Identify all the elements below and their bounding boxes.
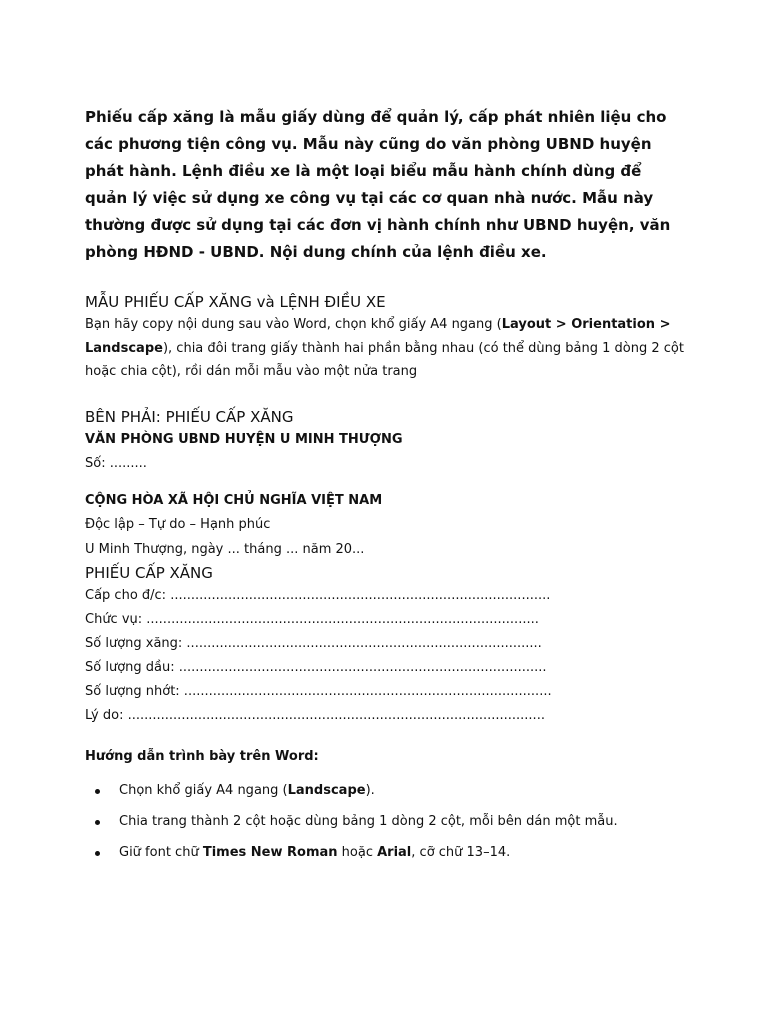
instructions-text-1: Bạn hãy copy nội dung sau vào Word, chọn khổ giấy A4 ngang ( bbox=[85, 317, 502, 332]
field-diesel-amount: Số lượng dầu: ......................................................................................... bbox=[85, 660, 547, 675]
bullet-dot-icon bbox=[95, 789, 100, 794]
bullet-bold: Arial bbox=[377, 845, 412, 860]
guide-list bbox=[85, 780, 688, 864]
field-reason: Lý do: ..................................................................................................... bbox=[85, 708, 545, 723]
date-line: U Minh Thượng, ngày ... tháng ... năm 20... bbox=[85, 541, 365, 557]
list-item bbox=[85, 811, 688, 833]
field-position: Chức vụ: ............................................................................................... bbox=[85, 612, 539, 627]
bullet-text: hoặc bbox=[337, 845, 378, 860]
bullet-bold: Times New Roman bbox=[202, 845, 338, 860]
field-recipient: Cấp cho đ/c: ............................................................................................ bbox=[85, 588, 551, 603]
header-block bbox=[85, 428, 688, 563]
document-number: Số: ......... bbox=[85, 456, 147, 471]
bullet-text: ). bbox=[365, 783, 375, 798]
instructions-bold-path: Layout > Orientation > Landscape bbox=[85, 317, 671, 356]
guide-title: Hướng dẫn trình bày trên Word: bbox=[85, 749, 319, 764]
form-fields bbox=[85, 584, 688, 728]
instructions-paragraph bbox=[85, 313, 688, 384]
list-item bbox=[85, 842, 688, 864]
main-heading: MẪU PHIẾU CẤP XĂNG và LỆNH ĐIỀU XE bbox=[85, 293, 386, 311]
bullet-text: Giữ font chữ bbox=[119, 845, 203, 860]
bullet-bold: Landscape bbox=[287, 783, 366, 798]
bullet-text: Chọn khổ giấy A4 ngang ( bbox=[119, 783, 288, 798]
office-name: VĂN PHÒNG UBND HUYỆN U MINH THƯỢNG bbox=[85, 431, 403, 447]
field-petrol-amount: Số lượng xăng: ...................................................................................... bbox=[85, 636, 542, 651]
instructions-text-2: ), chia đôi trang giấy thành hai phần bằng nhau (có thể dùng bảng 1 dòng 2 cột hoặc chia cột), rồi dán mỗi mẫu vào một nửa trang bbox=[85, 340, 684, 379]
republic-name: CỘNG HÒA XÃ HỘI CHỦ NGHĨA VIỆT NAM bbox=[85, 492, 383, 508]
list-item bbox=[85, 780, 688, 802]
bullet-dot-icon bbox=[95, 851, 100, 856]
bullet-dot-icon bbox=[95, 820, 100, 825]
field-oil-amount: Số lượng nhớt: ......................................................................................... bbox=[85, 684, 552, 699]
bullet-text: Chia trang thành 2 cột hoặc dùng bảng 1 dòng 2 cột, mỗi bên dán một mẫu. bbox=[119, 814, 618, 829]
form-title: PHIẾU CẤP XĂNG bbox=[85, 564, 213, 582]
bullet-text: , cỡ chữ 13–14. bbox=[411, 845, 511, 860]
national-motto: Độc lập – Tự do – Hạnh phúc bbox=[85, 517, 271, 532]
right-side-heading: BÊN PHẢI: PHIẾU CẤP XĂNG bbox=[85, 407, 294, 426]
intro-paragraph: Phiếu cấp xăng là mẫu giấy dùng để quản lý, cấp phát nhiên liệu cho các phương tiện công vụ. Mẫu này cũng do văn phòng UBND huyện phát hành. Lệnh điều xe là một loại biểu mẫu hành chính dùng để quản lý việc sử dụng xe công vụ tại các cơ quan nhà nước. Mẫu này thường được sử dụng tại các đơn vị hành chính như UBND huyện, văn phòng HĐND - UBND. Nội dung chính của lệnh điều xe. bbox=[85, 108, 671, 261]
